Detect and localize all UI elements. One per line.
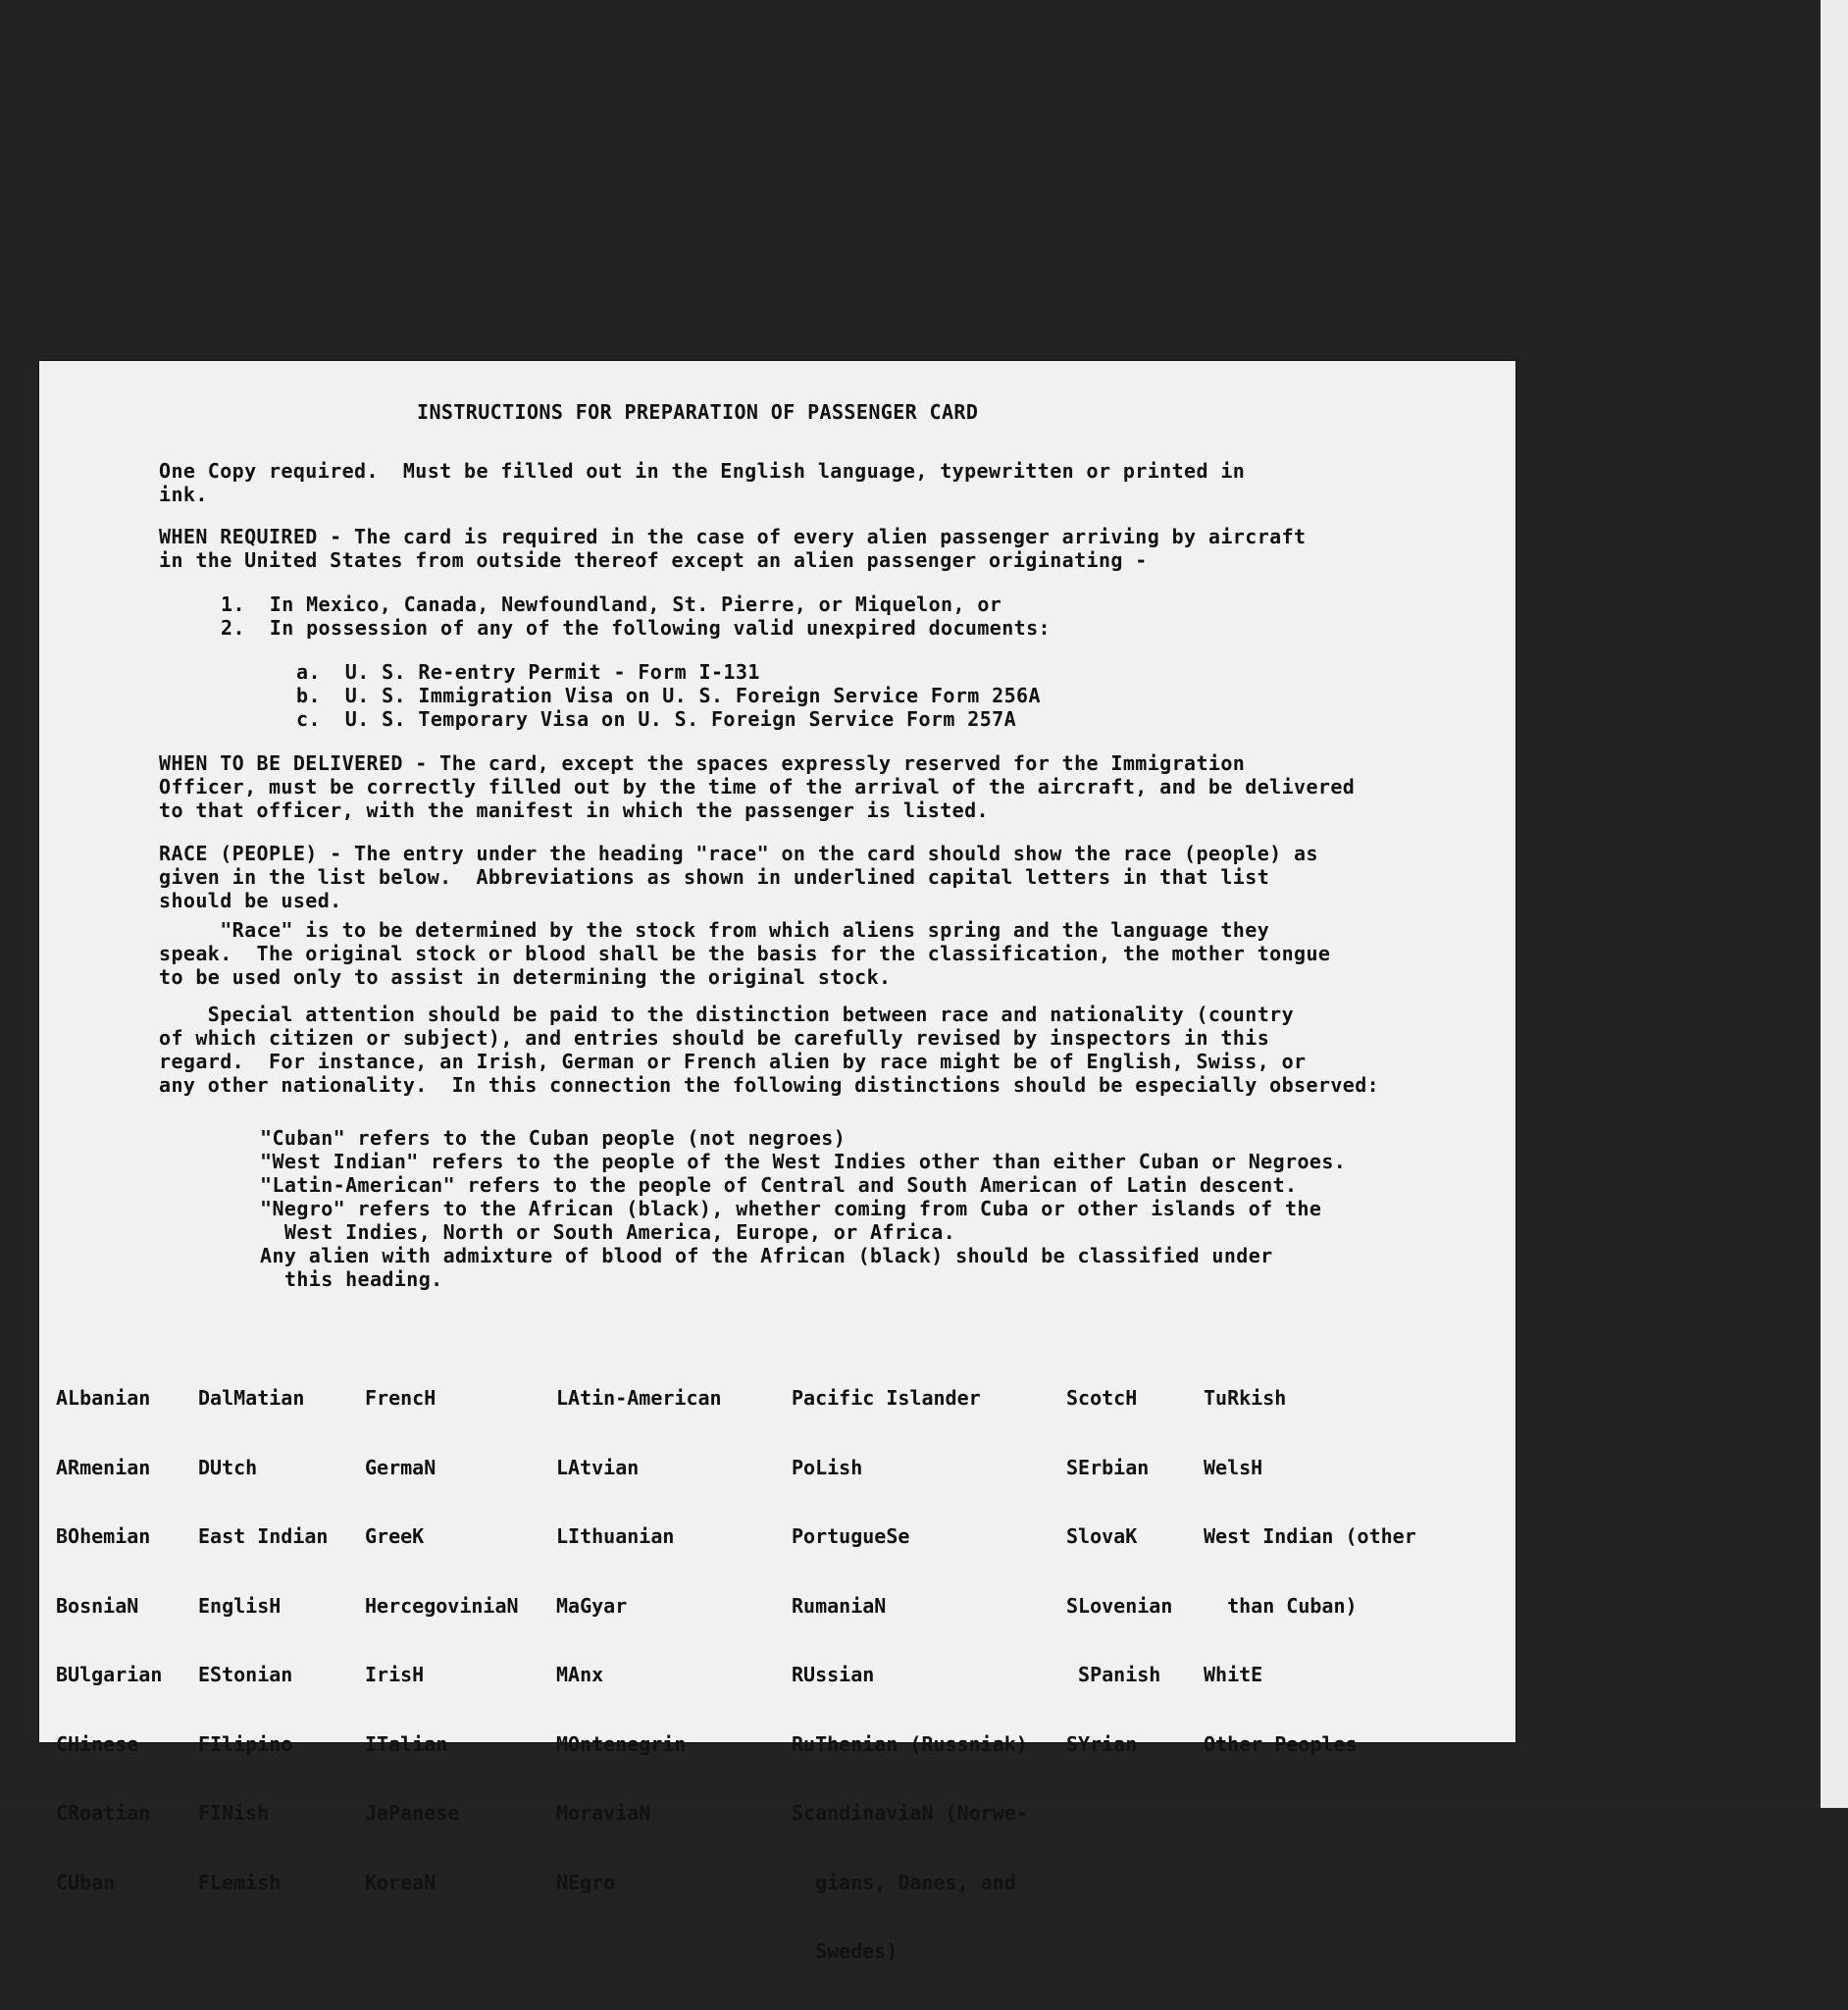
race-item: MoraviaN [556,1801,651,1825]
race-item: LIthuanian [556,1524,675,1548]
race-item: Pacific Islander [792,1386,981,1410]
race-item: CHinese [56,1731,139,1756]
distinctions-list: "Cuban" refers to the Cuban people (not negroes) "West Indian" refers to the people of the West Indies other than either Cuban or Negroes. "Latin-American" refers to the people of Central and South American of Latin descent. "Negro" refers to the African (black), whether coming from Cuba or other islands of the West Indies, North or South America, Europe, or Africa. Any alien with admixture of blood of the African (black) should be classified under this heading. [260,1126,1347,1291]
race-column-4 [556,1341,722,1940]
special-attention-paragraph: Special attention should be paid to the distinction between race and nationality (country of which citizen or subject), and entries should be carefully revised by inspectors in this regard. For instance, an Irish, German or French alien by race might be of English, Swiss, or any other nationality. In this connection the following distinctions should be especially observed: [159,1003,1380,1097]
documents-list: a. U. S. Re-entry Permit - Form I-131 b. U. S. Immigration Visa on U. S. Foreign Service Form 256A c. U. S. Temporary Visa on U. S. Foreign Service Form 257A [296,660,1041,731]
race-item: DalMatian [198,1386,305,1410]
race-column-2 [198,1341,328,1940]
race-item: MaGyar [556,1593,628,1618]
race-item: West Indian (other [1204,1524,1416,1548]
when-delivered-paragraph: WHEN TO BE DELIVERED - The card, except the spaces expressly reserved for the Immigration Officer, must be correctly filled out by the time of the arrival of the aircraft, and be delivered to that officer, with the manifest in which the passenger is listed. [159,751,1356,822]
race-item: MAnx [556,1663,604,1686]
race-item: BosniaN [56,1593,139,1618]
race-item: RumaniaN [792,1593,887,1618]
race-item: ScandinaviaN (Norwe- [792,1801,1028,1825]
race-item: EnglisH [198,1593,282,1618]
race-item: Swedes) [792,1939,898,1963]
race-item: RUssian [792,1663,875,1686]
page-title: INSTRUCTIONS FOR PREPARATION OF PASSENGER CARD [417,400,979,424]
race-item: PoLish [792,1455,863,1479]
race-item: SlovaK [1066,1524,1138,1548]
race-item: SPanish [1066,1663,1161,1686]
race-item: KoreaN [365,1870,436,1894]
race-item: IrisH [365,1663,425,1686]
race-item: HercegoviniaN [365,1593,519,1618]
race-item: ITalian [365,1731,448,1756]
race-item: ARmenian [56,1455,151,1479]
race-item: LAtin-American [556,1386,722,1410]
race-item: DUtch [198,1455,258,1479]
race-column-5 [792,1341,1028,2010]
race-item: PortugueSe [792,1524,910,1548]
race-item: FLemish [198,1870,282,1894]
race-item: ScotcH [1066,1386,1138,1410]
race-item: WelsH [1204,1455,1263,1479]
race-item: SYrian [1066,1731,1138,1756]
race-column-6 [1066,1341,1172,1802]
race-item: FINish [198,1801,270,1825]
numbered-list: 1. In Mexico, Canada, Newfoundland, St. Pierre, or Miquelon, or 2. In possession of any of the following valid unexpired documents: [221,593,1051,640]
race-item: GreeK [365,1524,425,1548]
race-item: EStonian [198,1663,293,1686]
race-column-7 [1204,1341,1416,1802]
race-item: GermaN [365,1455,436,1479]
race-item: FrencH [365,1386,436,1410]
race-item: CRoatian [56,1801,151,1825]
race-item: FIlipino [198,1731,293,1756]
race-item: than Cuban) [1204,1593,1358,1618]
when-required-paragraph: WHEN REQUIRED - The card is required in the case of every alien passenger arriving by aircraft in the United States from outside thereof except an alien passenger originating - [159,525,1307,572]
race-item: ALbanian [56,1386,151,1410]
race-item: CUban [56,1870,116,1894]
race-item: gians, Danes, and [792,1870,1016,1894]
race-item: MOntenegrin [556,1731,687,1756]
race-item: RuThenian (Russniak) [792,1731,1028,1756]
race-definition-paragraph: "Race" is to be determined by the stock from which aliens spring and the language they speak. The original stock or blood shall be the basis for the classification, the mother tongue to be used only to assist in determining the original stock. [159,918,1331,989]
race-item: LAtvian [556,1455,640,1479]
race-column-1 [56,1341,162,1940]
passenger-card-instructions [39,361,1515,1963]
race-item: East Indian [198,1524,329,1548]
race-heading-paragraph: RACE (PEOPLE) - The entry under the heading "race" on the card should show the race (people) as given in the list below. Abbreviations as shown in underlined capital letters in that list should be used. [159,842,1318,912]
race-item: SErbian [1066,1455,1150,1479]
race-item: SLovenian [1066,1593,1173,1618]
race-item: WhitE [1204,1663,1263,1686]
race-item: JaPanese [365,1801,460,1825]
race-item: NEgro [556,1870,616,1894]
race-item: BUlgarian [56,1663,163,1686]
film-edge [1821,0,1848,1808]
race-item: BOhemian [56,1524,151,1548]
intro-paragraph: One Copy required. Must be filled out in the English language, typewritten or printed in ink. [159,459,1246,506]
race-item: TuRkish [1204,1386,1287,1410]
race-column-3 [365,1341,519,1940]
race-item: Other Peoples [1204,1731,1358,1756]
